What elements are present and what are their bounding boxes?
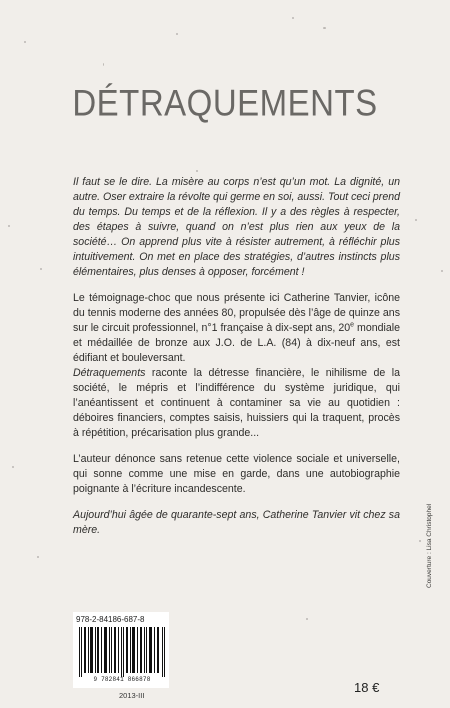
paper-speck bbox=[103, 63, 104, 66]
blurb bbox=[73, 175, 400, 549]
paper-speck bbox=[196, 170, 198, 172]
paper-speck bbox=[323, 27, 326, 29]
testimony-paragraph bbox=[73, 291, 400, 441]
testimony-text-a: Le témoignage-choc que nous présente ici Catherine Tanvier, icône du tennis moderne des années 80, propulsée dès l’âge de quinze ans sur le circuit professionnel, n°1 française à dix-sept ans, 20 bbox=[73, 292, 400, 334]
paper-speck bbox=[415, 219, 417, 221]
paper-speck bbox=[306, 618, 308, 620]
cover-credit: Couverture : Lisa Christophel bbox=[426, 503, 433, 588]
barcode-digits: 9 782841 866878 bbox=[93, 676, 151, 683]
paper-speck bbox=[292, 17, 294, 19]
denunciation-paragraph: L’auteur dénonce sans retenue cette violence sociale et universelle, qui sonne comme une mise en garde, dans une autobiographie poignante à l’écriture incandescente. bbox=[73, 453, 400, 495]
book-title-inline: Détraquements bbox=[73, 367, 146, 379]
paper-speck bbox=[176, 33, 178, 35]
barcode-bars bbox=[79, 627, 167, 677]
print-code: 2013-III bbox=[119, 691, 145, 700]
isbn-number: 978-2-84186-687-8 bbox=[76, 615, 145, 624]
price-label: 18 € bbox=[354, 680, 380, 695]
paper-speck bbox=[12, 466, 14, 468]
paper-speck bbox=[441, 270, 443, 272]
paper-speck bbox=[40, 268, 42, 270]
paper-speck bbox=[37, 556, 39, 558]
ordinal-suffix: e bbox=[350, 321, 355, 329]
paper-speck bbox=[24, 41, 26, 43]
testimony-text-c: raconte la détresse financière, le nihilisme de la société, le mépris et l’indifférence du système juridique, qui l’anéantissent et continuent à contaminer sa vie au quotidien : déboires financiers, comptes saisis, huissiers qui la traquent, procès à répétition, précarisation plus grande... bbox=[73, 367, 400, 439]
testimony-text-b: mondiale et médaillée de bronze aux J.O. de L.A. (84) à dix-neuf ans, est édifiant et bouleversant. bbox=[73, 322, 400, 364]
paper-speck bbox=[8, 225, 10, 227]
intro-paragraph: Il faut se le dire. La misère au corps n’est qu’un mot. La dignité, un autre. Oser extraire la révolte qui germe en soi, aussi. Tout ceci prend du temps. Du temps et de la réflexion. Il y a des règles à respecter, des étapes à suivre, quand on n’est plus rien aux yeux de la société… On apprend plus vite à résister autrement, à réfléchir plus intuitivement. On met en place des stratégies, d’autres instincts plus élémentaires, plus denses à opposer, forcément ! bbox=[73, 176, 400, 278]
book-title: DÉTRAQUEMENTS bbox=[72, 81, 378, 124]
paper-speck bbox=[419, 540, 421, 542]
author-note-paragraph: Aujourd’hui âgée de quarante-sept ans, Catherine Tanvier vit chez sa mère. bbox=[73, 509, 400, 536]
